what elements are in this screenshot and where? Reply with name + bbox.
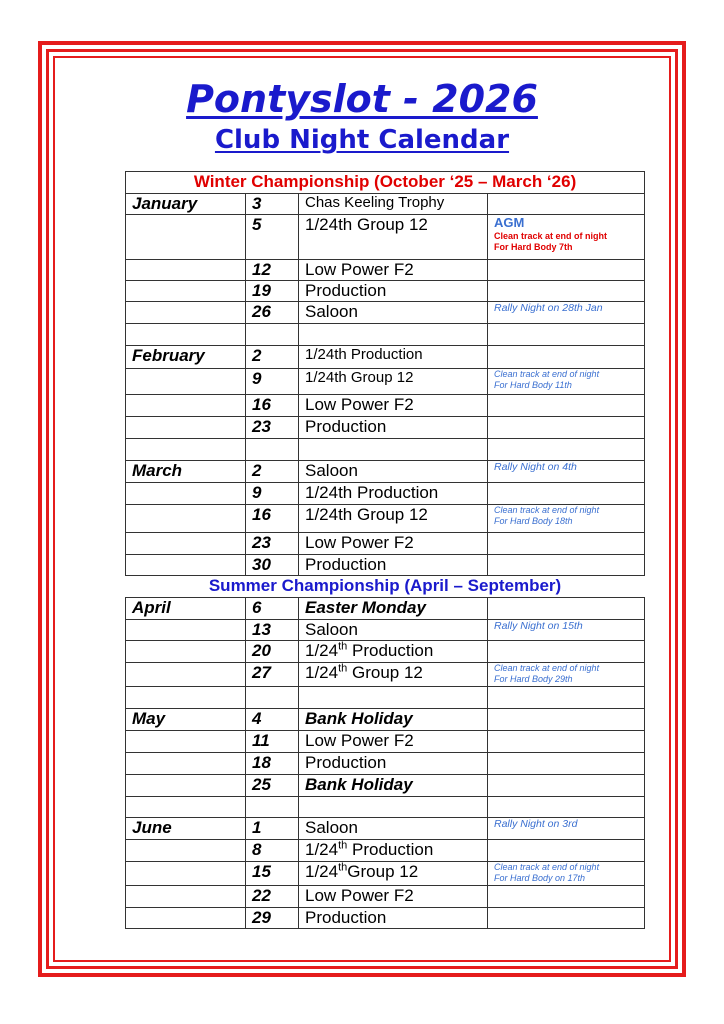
table-row: [126, 346, 645, 369]
table-row: [126, 620, 645, 641]
event-cell: 1/24th Production: [299, 641, 488, 663]
table-row: [126, 215, 645, 260]
note-cell: [488, 598, 645, 620]
agm-note-line2: For Hard Body 7th: [494, 242, 573, 252]
event-cell: Production: [299, 281, 488, 302]
day-cell: 30: [246, 555, 299, 576]
day-cell: 16: [246, 395, 299, 417]
day-cell: 9: [246, 483, 299, 505]
table-row: [126, 302, 645, 324]
day-cell: 13: [246, 620, 299, 641]
event-cell: Low Power F2: [299, 731, 488, 753]
calendar-table: [125, 171, 645, 929]
event-cell: Easter Monday: [299, 598, 488, 620]
rally-note: Rally Night on 15th: [494, 620, 583, 632]
hard-body-note: For Hard Body 18th: [494, 516, 573, 526]
day-cell: 29: [246, 908, 299, 929]
day-cell: 15: [246, 862, 299, 886]
month-cell: [126, 395, 246, 417]
note-cell: [488, 641, 645, 663]
note-cell: [488, 260, 645, 281]
day-cell: 2: [246, 461, 299, 483]
month-cell: [126, 908, 246, 929]
note-cell: [488, 709, 645, 731]
table-row: [126, 461, 645, 483]
note-cell: [488, 840, 645, 862]
rally-note: Rally Night on 3rd: [494, 818, 578, 830]
table-row: [126, 886, 645, 908]
note-cell: [488, 369, 645, 395]
winter-championship-heading: Winter Championship (October ‘25 – March ‘26): [126, 172, 645, 194]
month-cell: [126, 215, 246, 260]
note-cell: [488, 663, 645, 687]
table-row: [126, 663, 645, 687]
note-cell: [488, 753, 645, 775]
note-cell: [488, 281, 645, 302]
note-cell: [488, 194, 645, 215]
hard-body-note: For Hard Body 29th: [494, 674, 573, 684]
month-cell: May: [126, 709, 246, 731]
month-cell: [126, 641, 246, 663]
event-cell: 1/24th Production: [299, 483, 488, 505]
hard-body-note: For Hard Body on 17th: [494, 873, 586, 883]
month-cell: [126, 753, 246, 775]
day-cell: 20: [246, 641, 299, 663]
table-row: [126, 908, 645, 929]
event-cell: Production: [299, 753, 488, 775]
table-row: [126, 641, 645, 663]
event-cell: 1/24th Group 12: [299, 505, 488, 533]
note-cell: [488, 505, 645, 533]
month-cell: [126, 533, 246, 555]
day-cell: 16: [246, 505, 299, 533]
note-cell: [488, 862, 645, 886]
note-cell: [488, 346, 645, 369]
event-cell: Saloon: [299, 302, 488, 324]
table-row-spacer: [126, 687, 645, 709]
note-cell: [488, 555, 645, 576]
day-cell: 3: [246, 194, 299, 215]
day-cell: 23: [246, 417, 299, 439]
month-cell: [126, 886, 246, 908]
month-cell: April: [126, 598, 246, 620]
day-cell: 8: [246, 840, 299, 862]
note-cell: [488, 886, 645, 908]
note-cell: [488, 483, 645, 505]
event-cell: Saloon: [299, 461, 488, 483]
rally-note: Rally Night on 28th Jan: [494, 302, 603, 314]
table-row: [126, 840, 645, 862]
month-cell: [126, 555, 246, 576]
month-cell: [126, 620, 246, 641]
clean-track-note: Clean track at end of night: [494, 862, 600, 872]
event-cell: Low Power F2: [299, 395, 488, 417]
event-cell: Saloon: [299, 818, 488, 840]
table-row: [126, 731, 645, 753]
page-subtitle: Club Night Calendar: [214, 125, 510, 155]
table-row: [126, 417, 645, 439]
month-cell: [126, 663, 246, 687]
hard-body-note: For Hard Body 11th: [494, 380, 572, 390]
table-row: [126, 483, 645, 505]
note-cell: [488, 302, 645, 324]
note-cell: [488, 533, 645, 555]
event-cell: Bank Holiday: [299, 775, 488, 797]
month-cell: [126, 281, 246, 302]
summer-championship-heading: Summer Championship (April – September): [126, 576, 645, 598]
day-cell: 5: [246, 215, 299, 260]
table-row-spacer: [126, 439, 645, 461]
day-cell: 25: [246, 775, 299, 797]
table-row: [126, 775, 645, 797]
table-row: [126, 281, 645, 302]
note-cell: [488, 461, 645, 483]
rally-note: Rally Night on 4th: [494, 461, 577, 473]
table-row: [126, 194, 645, 215]
event-cell: Production: [299, 555, 488, 576]
day-cell: 19: [246, 281, 299, 302]
month-cell: [126, 417, 246, 439]
event-cell: 1/24th Group 12: [299, 215, 488, 260]
event-cell: 1/24th Group 12: [299, 663, 488, 687]
agm-label: AGM: [494, 215, 525, 230]
event-cell: Production: [299, 417, 488, 439]
table-row: [126, 709, 645, 731]
note-cell: [488, 395, 645, 417]
event-cell: Chas Keeling Trophy: [299, 194, 488, 215]
table-row: [126, 555, 645, 576]
day-cell: 22: [246, 886, 299, 908]
event-cell: Low Power F2: [299, 260, 488, 281]
clean-track-note: Clean track at end of night: [494, 369, 600, 379]
note-cell: [488, 908, 645, 929]
event-cell: 1/24th Production: [299, 840, 488, 862]
table-row-spacer: [126, 324, 645, 346]
month-cell: [126, 260, 246, 281]
event-cell: 1/24th Production: [299, 346, 488, 369]
day-cell: 9: [246, 369, 299, 395]
month-cell: [126, 369, 246, 395]
month-cell: [126, 505, 246, 533]
table-row: [126, 533, 645, 555]
event-cell: Low Power F2: [299, 533, 488, 555]
day-cell: 27: [246, 663, 299, 687]
event-cell: 1/24th Group 12: [299, 369, 488, 395]
clean-track-note: Clean track at end of night: [494, 505, 600, 515]
day-cell: 23: [246, 533, 299, 555]
table-row: [126, 369, 645, 395]
note-cell: [488, 417, 645, 439]
day-cell: 6: [246, 598, 299, 620]
event-cell: Low Power F2: [299, 886, 488, 908]
month-cell: March: [126, 461, 246, 483]
day-cell: 11: [246, 731, 299, 753]
month-cell: June: [126, 818, 246, 840]
note-cell: [488, 775, 645, 797]
event-cell: Bank Holiday: [299, 709, 488, 731]
note-cell: [488, 620, 645, 641]
event-cell: 1/24thGroup 12: [299, 862, 488, 886]
day-cell: 1: [246, 818, 299, 840]
agm-note-line1: Clean track at end of night: [494, 231, 608, 241]
page-title: Pontyslot - 2026: [186, 77, 538, 121]
month-cell: January: [126, 194, 246, 215]
table-row: [126, 505, 645, 533]
month-cell: [126, 862, 246, 886]
event-cell: Saloon: [299, 620, 488, 641]
note-cell: [488, 215, 645, 260]
month-cell: [126, 840, 246, 862]
month-cell: [126, 302, 246, 324]
day-cell: 12: [246, 260, 299, 281]
day-cell: 2: [246, 346, 299, 369]
month-cell: [126, 775, 246, 797]
month-cell: [126, 731, 246, 753]
table-row: [126, 598, 645, 620]
day-cell: 18: [246, 753, 299, 775]
table-row-spacer: [126, 797, 645, 818]
table-row: [126, 862, 645, 886]
table-row: [126, 260, 645, 281]
note-cell: [488, 818, 645, 840]
table-row: [126, 395, 645, 417]
month-cell: [126, 483, 246, 505]
clean-track-note: Clean track at end of night: [494, 663, 600, 673]
note-cell: [488, 731, 645, 753]
day-cell: 26: [246, 302, 299, 324]
event-cell: Production: [299, 908, 488, 929]
month-cell: February: [126, 346, 246, 369]
table-row: [126, 818, 645, 840]
table-row: [126, 753, 645, 775]
day-cell: 4: [246, 709, 299, 731]
